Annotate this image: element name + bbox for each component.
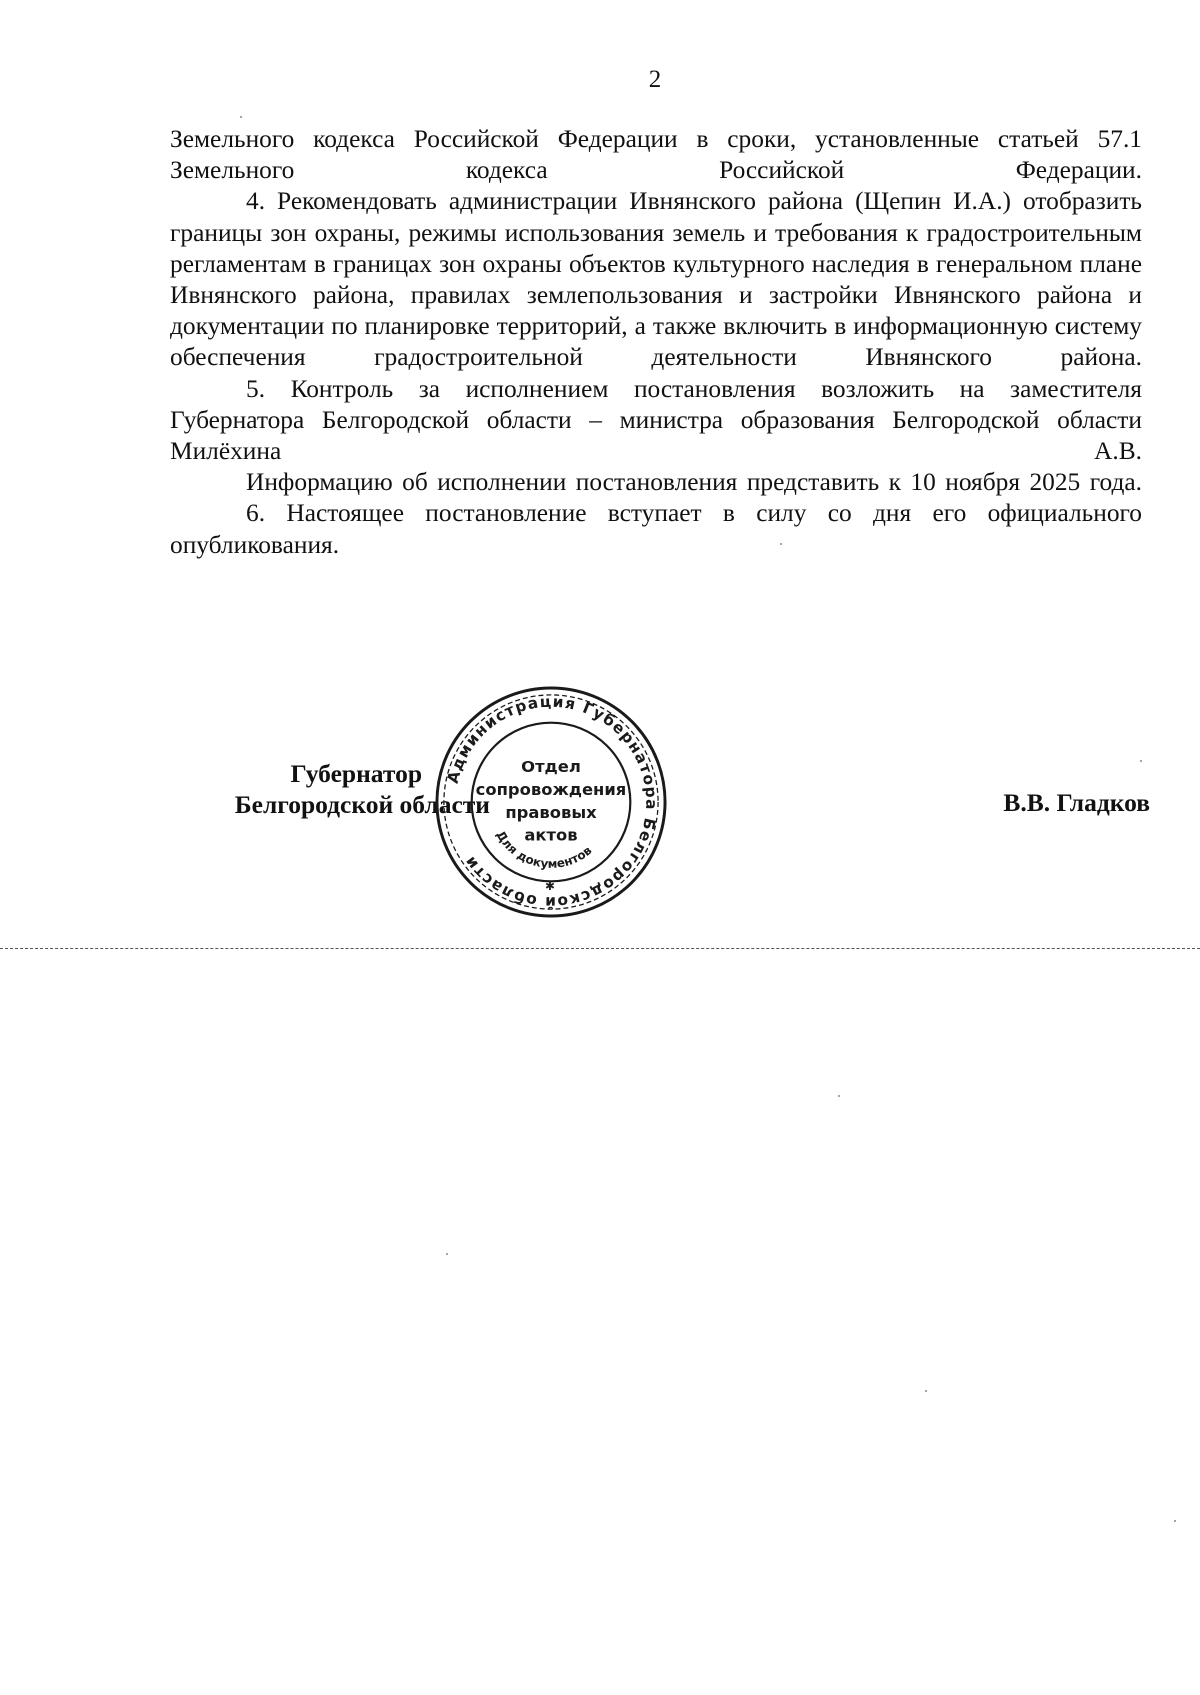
stamp-outer-text: Администрация Губернатора Белгородской области	[443, 692, 661, 912]
stamp-line-4: актов	[524, 825, 578, 845]
stamp-line-3: правовых	[505, 802, 597, 822]
official-stamp	[432, 683, 670, 921]
stamp-line-2: сопровождения	[475, 780, 627, 800]
star-icon: ✱	[545, 879, 556, 894]
scan-speck	[1140, 760, 1142, 762]
paragraph-item-6: 6. Настоящее постановление вступает в силу со дня его официального опубликования.	[170, 499, 1142, 559]
stamp-inner-arc-text: Для документов	[493, 828, 595, 871]
scan-speck	[925, 1390, 927, 1392]
page-number: 2	[648, 66, 662, 93]
scan-speck	[780, 543, 782, 545]
signatory-title: Губернатор	[290, 759, 422, 788]
signatory-region: Белгородской области	[234, 790, 490, 819]
scan-speck	[838, 1095, 840, 1097]
paragraph-item-4: 4. Рекомендовать администрации Ивнянского района (Щепин И.А.) отобразить границы зон охраны, режимы использования земель и требования к градостроительным регламентам в границах зон охраны объектов культурного наследия в генеральном плане Ивнянского района, правилах землепользования и застройки Ивнянского района и документации по планировке территорий, а также включить в информационную систему обеспечения градостроительной деятельности Ивнянского района.	[170, 187, 1142, 372]
stamp-line-1: Отдел	[521, 757, 581, 777]
document-body	[170, 124, 1142, 561]
scan-speck	[1174, 1520, 1176, 1522]
paragraph-item-5: 5. Контроль за исполнением постановления возложить на заместителя Губернатора Белгородской области – министра образования Белгородской области Милёхина А.В.	[170, 374, 1142, 466]
paragraph-continuation: Земельного кодекса Российской Федерации в сроки, установленные статьей 57.1 Земельного кодекса Российской Федерации.	[170, 125, 1142, 185]
paragraph-report-info: Информацию об исполнении постановления представить к 10 ноября 2025 года.	[246, 468, 1142, 497]
scan-speck	[240, 116, 242, 118]
signatory-name: В.В. Гладков	[1003, 788, 1150, 817]
scan-speck	[446, 1253, 448, 1255]
page-divider	[0, 948, 1200, 949]
